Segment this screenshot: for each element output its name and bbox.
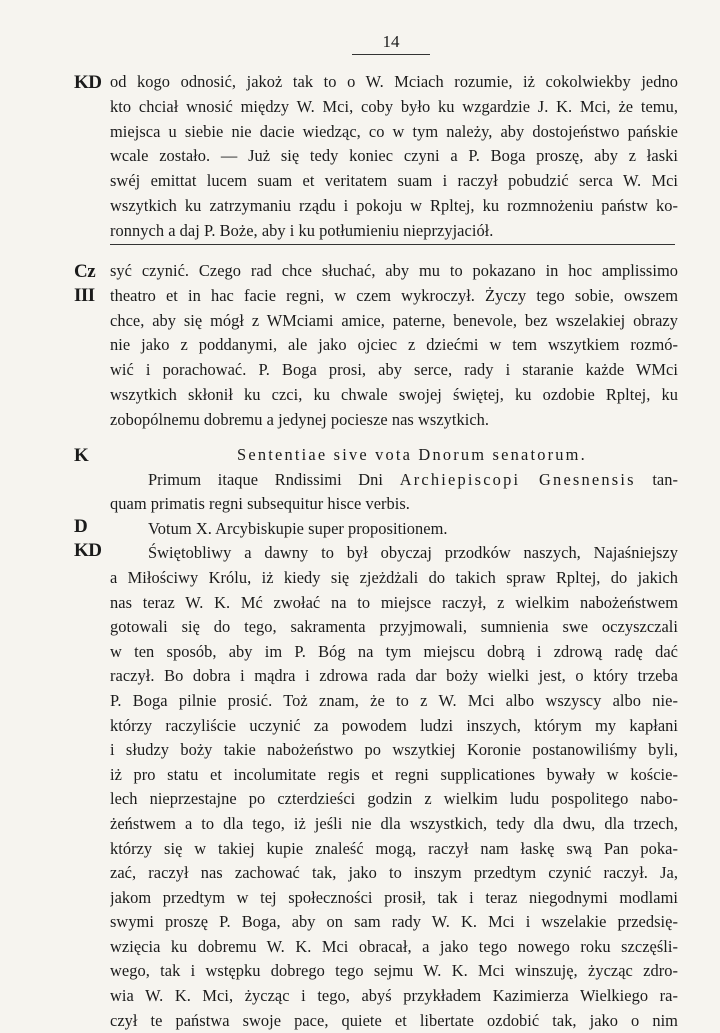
text-line: lech nieprzestajne po czterdzieści godzin z wielkim ludu pospolitego nabo- — [110, 789, 678, 809]
section-divider — [110, 244, 675, 245]
margin-marker: Cz — [74, 261, 96, 282]
margin-marker: III — [74, 285, 95, 306]
text-line: nie jako z poddanymi, ale jako ojciec z dziećmi w tem wszytkiem rozmó- — [110, 335, 678, 355]
margin-marker: K — [74, 445, 89, 466]
text-line: jakom przedtym w tej społeczności prosił, tak i teraz niegodnymi modlami — [110, 887, 678, 907]
section-heading: Sententiae sive vota Dnorum senatorum. — [237, 445, 587, 464]
margin-marker: KD — [74, 540, 102, 561]
text-line: quam primatis regni subsequitur hisce verbis. — [110, 494, 410, 514]
text-line: zobopólnemu dobremu a jedynej pociesze nas wszytkich. — [110, 409, 490, 429]
text-line: wia W. K. Mci, życząc i tego, abyś przykładem Kazimierza Wielkiego ra- — [110, 986, 678, 1006]
text-line: swymi proszę P. Boga, aby on sam rady W. K. Mci i wszelakie przedsię- — [110, 912, 678, 932]
paragraph — [110, 70, 678, 244]
text-line: raczył. Bo dobra i mądra i zdrowa rada dar boży wielki jest, o który trzeba — [110, 666, 678, 686]
intro-emphasis: Archiepiscopi Gnesnensis — [399, 469, 636, 489]
page-number: 14 — [352, 32, 430, 55]
text-line: nas teraz W. K. Mć zwołać na to miejsce raczył, z wielkim nabożeństwem — [110, 592, 678, 612]
intro-text: tan- — [652, 469, 678, 489]
text-line: Świętobliwy a dawny to był obyczaj przodków naszych, Najaśniejszy — [148, 543, 678, 563]
text-line: miejsca u siebie nie dacie wiedząc, co w tym należy, aby dostojeństwo pańskie — [110, 121, 678, 141]
text-line: ronnych a daj P. Boże, aby i ku potłumieniu nieprzyjaciół. — [110, 220, 494, 240]
text-line: zać, raczył nas zachować tak, jako to inszym przedtym czynić raczył. Ja, — [110, 863, 678, 883]
text-line: wić i porachować. P. Boga prosi, aby serce, rady i staranie każde WMci — [110, 360, 678, 380]
text-line: wcale zostało. — Już się tedy koniec czyni a P. Boga proszę, aby z łaski — [110, 146, 678, 166]
text-line: chce, aby się mógł z WMciami amice, paterne, benevole, bez wszelakiej obrazy — [110, 310, 678, 330]
margin-marker: KD — [74, 72, 102, 93]
text-line: Votum X. Arcybiskupie super propositionem. — [148, 518, 448, 538]
intro-text: Primum itaque Rndissimi Dni — [148, 469, 384, 489]
intro-line — [110, 468, 678, 493]
text-line: żeństwem a to dla tego, iż jeśli nie dla wszystkich, tedy dla dwu, dla trzech, — [110, 813, 678, 833]
text-line: gotowali się do tego, sakramenta przyjmowali, sumnienia swe oczyszczali — [110, 617, 678, 637]
text-line: a Miłościwy Królu, iż kiedy się zjeżdżali do takich spraw Rpltej, do jakich — [110, 567, 678, 587]
margin-marker: D — [74, 516, 88, 537]
text-line: swéj emittat lucem suam et veritatem suam i raczył pobudzić serca W. Mci — [110, 171, 678, 191]
text-line: od kogo odnosić, jakoż tak to o W. Mciach rozumie, iż cokolwiekby jedno — [110, 72, 678, 91]
text-line: P. Boga pilnie prosić. Toż znam, że to z W. Mci albo wszyscy albo nie- — [110, 690, 678, 710]
text-line: wszytkich ku zatrzymaniu rządu i pokoju w Rpltej, ku rozmnożeniu państw ko- — [110, 195, 678, 215]
text-line: wego, tak i wstępku dobrego tego sejmu W. K. Mci winszuję, życząc zdro- — [110, 961, 678, 981]
text-line: iż pro statu et incolumitate regis et regni supplicationes bywały w koście- — [110, 764, 678, 784]
senators-votes — [110, 443, 678, 1033]
text-line: czył te państwa swoje pace, quiete et libertate ozdobić tak, jako o nim — [110, 1010, 678, 1030]
text-line: wszytkich skłonił ku czci, ku chwale swojej świętej, ku ozdobie Rpltej, ku — [110, 384, 678, 404]
text-line: którzy się w takiej kupie znaleść mogą, raczył nam łaskę swą Pan poka- — [110, 838, 678, 858]
text-line: theatro et in hac facie regni, w czem wykroczył. Życzy tego sobie, owszem — [110, 285, 678, 305]
text-line: którzy raczyliście uczynić za powodem ludzi inszych, którym my kapłani — [110, 715, 678, 735]
text-line: kto chciał wnosić między W. Mci, coby było ku wzgardzie J. K. Mci, że temu, — [110, 96, 678, 116]
text-line: syć czynić. Czego rad chce słuchać, aby mu to pokazano in hoc amplissimo — [110, 261, 678, 280]
text-line: wzięcia ku dobremu W. K. Mci obracał, a jako tego nowego roku szczęśli- — [110, 936, 678, 956]
text-line: i słudzy boży takie nabożeństwo po wszytkiej Koronie postanowiliśmy byli, — [110, 740, 678, 760]
paragraph — [110, 259, 678, 433]
text-line: w ten sposób, aby im P. Bóg na tym miejscu dobrą i zdrową radę dać — [110, 641, 678, 661]
